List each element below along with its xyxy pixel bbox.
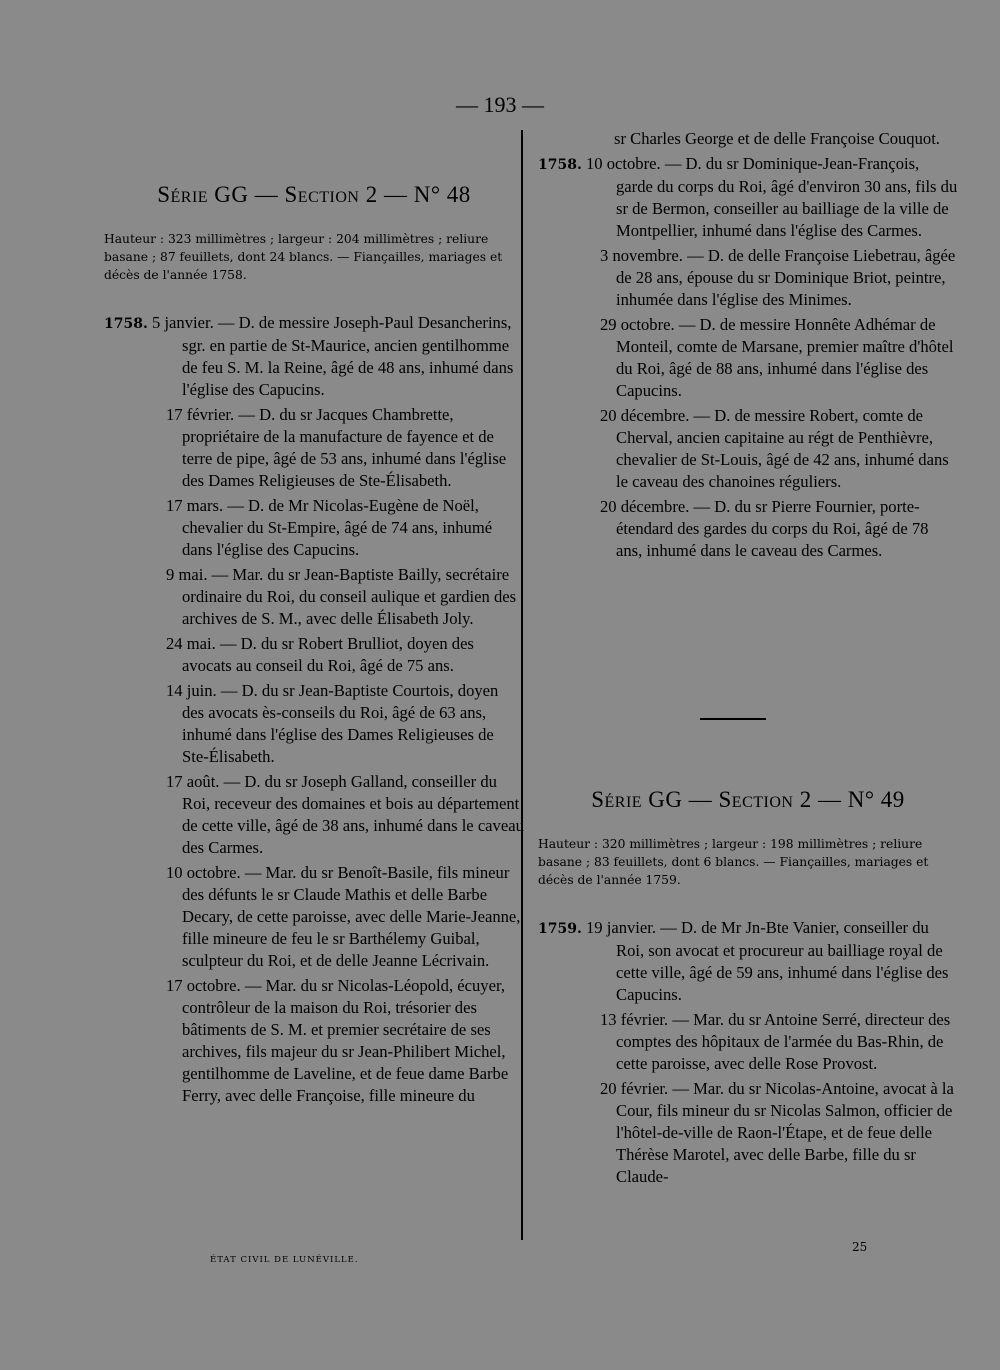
entry	[538, 1078, 958, 1188]
section-heading-49: Série GG — Section 2 — N° 49	[591, 787, 905, 812]
entry	[538, 1009, 958, 1075]
entry-continuation: sr Charles George et de delle Françoise Couquot.	[614, 129, 940, 148]
entry-text: — D. de messire Joseph-Paul Desancherins, sgr. en partie de St-Maurice, ancien gentilhomme de feu S. M. la Reine, âgé de 48 ans, inhumé dans l'église des Capucins.	[182, 313, 514, 399]
entry-text: — D. du sr Robert Brulliot, doyen des avocats au conseil du Roi, âgé de 75 ans.	[182, 634, 474, 675]
entry-date: 5 janvier.	[152, 313, 214, 332]
entry-date: 29 octobre.	[600, 315, 675, 334]
entry	[104, 862, 524, 972]
entry	[538, 153, 958, 242]
entry-text: — Mar. du sr Nicolas-Antoine, avocat à la Cour, fils mineur du sr Nicolas Salmon, officier de l'hôtel-de-ville de Raon-l'Étape, et de feue delle Thérèse Marotel, avec delle Barbe, fille du sr Claude-	[616, 1079, 954, 1186]
entry-date: 20 décembre.	[600, 497, 690, 516]
entry	[104, 633, 524, 677]
entry	[104, 680, 524, 768]
entry-text: — Mar. du sr Jean-Baptiste Bailly, secrétaire ordinaire du Roi, du conseil aulique et gardien des archives de S. M., avec delle Élisabeth Joly.	[182, 565, 517, 628]
entry	[538, 245, 958, 311]
entry-text: — Mar. du sr Antoine Serré, directeur des comptes des hôpitaux de l'armée du Bas-Rhin, de cette paroisse, avec delle Rose Provost.	[616, 1010, 951, 1073]
entry-text: — D. du sr Jean-Baptiste Courtois, doyen des avocats ès-conseils du Roi, âgé de 63 ans, inhumé dans l'église des Dames Religieuses de Ste-Élisabeth.	[182, 681, 499, 766]
entry-text: — D. du sr Dominique-Jean-François, garde du corps du Roi, âgé d'environ 30 ans, fils du sr de Bermon, conseiller au bailliage de la ville de Montpellier, inhumé dans l'église des Carmes.	[616, 154, 958, 240]
entry-date: 14 juin.	[166, 681, 217, 700]
entry-date: 17 mars.	[166, 496, 224, 515]
page-number: — 193 —	[456, 92, 544, 117]
entry-text: — Mar. du sr Benoît-Basile, fils mineur des défunts le sr Claude Mathis et delle Barbe Decary, de cette paroisse, avec delle Marie-Jeanne, fille mineure de feu le sr Barthélemy Guibal, sculpteur du Roi, et de delle Jeanne Lécrivain.	[182, 863, 521, 970]
section-heading-48: Série GG — Section 2 — N° 48	[157, 182, 471, 207]
left-column	[104, 170, 524, 1110]
entry	[104, 312, 524, 401]
entry	[538, 314, 958, 402]
section-rule	[700, 718, 766, 720]
entry-date: 19 janvier.	[586, 918, 657, 937]
entry	[104, 495, 524, 561]
entry-date: 10 octobre.	[586, 154, 661, 173]
entry-text: — D. de messire Robert, comte de Cherval, ancien capitaine au régt de Penthièvre, chevalier de St-Louis, âgé de 42 ans, inhumé dans le caveau des chanoines réguliers.	[616, 406, 949, 491]
entry-date: 17 février.	[166, 405, 235, 424]
entry-date: 20 février.	[600, 1079, 669, 1098]
entry	[104, 404, 524, 492]
entry-date: 24 mai.	[166, 634, 216, 653]
entry-text: — D. de Mr Nicolas-Eugène de Noël, chevalier du St-Empire, âgé de 74 ans, inhumé dans l'église des Capucins.	[182, 496, 493, 559]
entry-text: — D. du sr Pierre Fournier, porte-étendard des gardes du corps du Roi, âgé de 78 ans, inhumé dans le caveau des Carmes.	[616, 497, 929, 560]
entry-text: — D. de delle Françoise Liebetrau, âgée de 28 ans, épouse du sr Dominique Briot, peintre, inhumée dans l'église des Minimes.	[616, 246, 956, 309]
register-description-48: Hauteur : 323 millimètres ; largeur : 204 millimètres ; reliure basane ; 87 feuillets, dont 24 blancs. — Fiançailles, mariages et décès de l'année 1758.	[104, 232, 503, 282]
entry-date: 10 octobre.	[166, 863, 241, 882]
entry-text: — D. de messire Honnête Adhémar de Monteil, comte de Marsane, premier maître d'hôtel du Roi, âgé de 88 ans, inhumé dans l'église des Capucins.	[616, 315, 954, 400]
entry	[104, 771, 524, 859]
entry	[104, 975, 524, 1107]
year-label: 1759.	[538, 921, 582, 937]
year-label: 1758.	[538, 157, 582, 173]
entry-text: — D. de Mr Jn-Bte Vanier, conseiller du Roi, son avocat et procureur au bailliage royal de cette ville, âgé de 59 ans, inhumé dans l'église des Capucins.	[616, 918, 949, 1004]
entry	[538, 917, 958, 1006]
entry-date: 9 mai.	[166, 565, 208, 584]
footer-signature-line: ÉTAT CIVIL DE LUNÉVILLE.	[210, 1255, 359, 1265]
entry-date: 13 février.	[600, 1010, 669, 1029]
sheet-number: 25	[852, 1240, 868, 1254]
entry-text: — D. du sr Joseph Galland, conseiller du Roi, receveur des domaines et bois au département de cette ville, âgé de 38 ans, inhumé dans le caveau des Carmes.	[182, 772, 524, 857]
year-label: 1758.	[104, 316, 148, 332]
entry-date: 20 décembre.	[600, 406, 690, 425]
entry-text: — Mar. du sr Nicolas-Léopold, écuyer, contrôleur de la maison du Roi, trésorier des bâtiments de S. M. et premier secrétaire de ses archives, fils majeur du sr Jean-Philibert Michel, gentilhomme de Laveline, et de feue dame Barbe Ferry, avec delle Françoise, fille mineure du	[182, 976, 509, 1105]
entry-text: — D. du sr Jacques Chambrette, propriétaire de la manufacture de fayence et de terre de pipe, âgé de 53 ans, inhumé dans l'église des Dames Religieuses de Ste-Élisabeth.	[182, 405, 507, 490]
entry-date: 17 octobre.	[166, 976, 241, 995]
entry-date: 3 novembre.	[600, 246, 683, 265]
register-description-49: Hauteur : 320 millimètres ; largeur : 198 millimètres ; reliure basane ; 83 feuillets, dont 6 blancs. — Fiançailles, mariages et décès de l'année 1759.	[538, 837, 929, 887]
right-column-section-49	[538, 775, 958, 1191]
entry	[104, 564, 524, 630]
entry	[538, 405, 958, 493]
right-column	[538, 128, 958, 565]
entry-date: 17 août.	[166, 772, 220, 791]
entry	[538, 496, 958, 562]
